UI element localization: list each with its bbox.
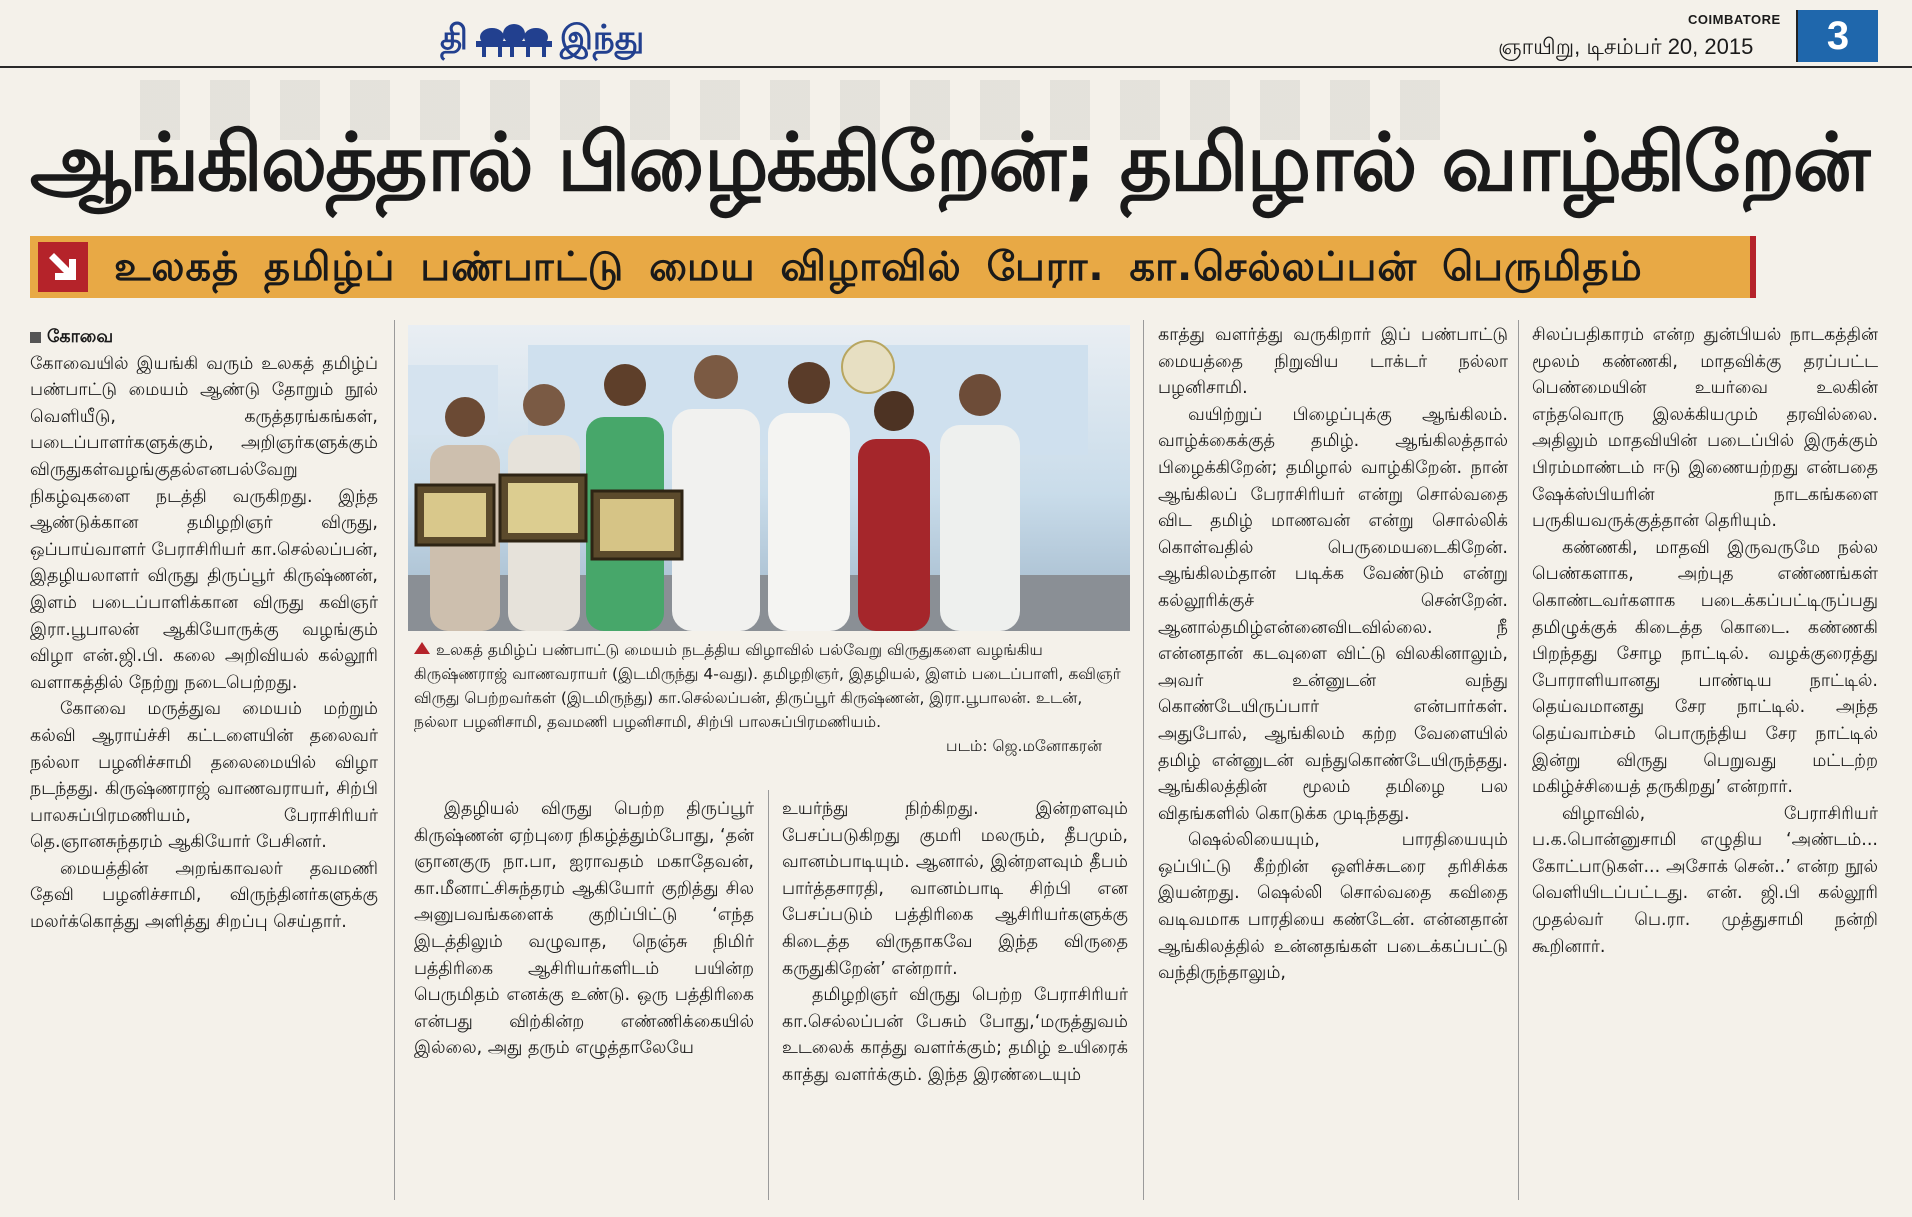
paragraph: விழாவில், பேராசிரியர் ப.க.பொன்னுசாமி எழுதிய ‘அண்டம்... கோட்பாடுகள்... அசோக் சென்..’ என்ற நூல் வெளியிடப்பட்டது. என். ஜி.பி கல்லூரி முதல்வர் பெ.ரா. முத்துசாமி நன்றி கூறினார்.	[1532, 803, 1878, 957]
caption-triangle-icon	[414, 642, 430, 654]
paragraph: கண்ணகி, மாதவி இருவருமே நல்ல பெண்களாக, அற்புத எண்ணங்கள் கொண்டவர்களாக படைக்கப்பட்டிருப்பது தமிழுக்குக் கிடைத்த கொடை. கண்ணகி பிறந்தது சோழ நாட்டில். வழக்குரைத்து போராளியானது பாண்டிய நாட்டில். தெய்வமானது சேர நாட்டில். அந்த தெய்வாம்சம் பொருந்திய சேர நாட்டில் இன்று விருது பெறுவது மட்டற்ற மகிழ்ச்சியைத் தருகிறது’ என்றார்.	[1532, 537, 1878, 798]
newspaper-logo	[440, 18, 644, 62]
article-column-3	[782, 796, 1128, 1089]
headline: ஆங்கிலத்தால் பிழைக்கிறேன்; தமிழால் வாழ்கிறேன்	[30, 116, 1869, 209]
elephant-emblem-icon	[474, 21, 554, 59]
paragraph: காத்து வளர்த்து வருகிறார் இப் பண்பாட்டு மையத்தை நிறுவிய டாக்டர் நல்லா பழனிசாமி.	[1158, 325, 1508, 399]
column-rule	[394, 320, 395, 1200]
paragraph: கோவையில் இயங்கி வரும் உலகத் தமிழ்ப் பண்பாட்டு மையம் ஆண்டு தோறும் நூல் வெளியீடு, கருத்தரங்கங்கள், படைப்பாளர்களுக்கும், அறிஞர்களுக்கும் விருதுகள்வழங்குதல்எனபல்வேறு நிகழ்வுகளை நடத்தி வருகிறது. இந்த ஆண்டுக்கான தமிழறிஞர் விருது, ஒப்பாய்வாளர் பேராசிரியர் கா.செல்லப்பன், இதழியலாளர் விருது திருப்பூர் கிருஷ்ணன், இளம் படைப்பாளிக்கான விருது கவிஞர் இரா.பூபாலன் ஆகியோருக்கு வழங்கும் விழா என்.ஜி.பி. கலை அறிவியல் கல்லூரி வளாகத்தில் நேற்று நடைபெற்றது.	[30, 353, 378, 693]
brand-text-right: இந்து	[559, 18, 645, 58]
brand-text-left: தி	[440, 18, 468, 58]
article-column-2	[414, 796, 754, 1062]
paragraph: வயிற்றுப் பிழைப்புக்கு ஆங்கிலம். வாழ்க்கைக்குத் தமிழ். ஆங்கிலத்தால் பிழைக்கிறேன்; தமிழால் வாழ்கிறேன். நான் ஆங்கிலப் பேராசிரியர் என்று சொல்வதை விட தமிழ் மாணவன் என்று சொல்லிக் கொள்வதில் பெருமையடைகிறேன். ஆங்கிலம்தான் படிக்க வேண்டும் என்று கல்லூரிக்குச் சென்றேன். ஆனால்தமிழ்என்னைவிடவில்லை. நீ என்னதான் கடவுளை விட்டு விலகினாலும், அவர் உன்னுடன் வந்து கொண்டேயிருப்பார் என்பார்கள். அதுபோல், ஆங்கிலம் கற்ற வேளையில் தமிழ் என்னுடன் வந்துகொண்டேயிருந்தது. ஆங்கிலத்தின் மூலம் தமிழை பல விதங்களில் கொடுக்க முடிந்தது.	[1158, 404, 1508, 824]
dateline	[30, 324, 378, 351]
paragraph: உயர்ந்து நிற்கிறது. இன்றளவும் பேசப்படுகிறது குமரி மலரும், தீபமும், வானம்பாடியும். ஆனால், இன்றளவும் தீபம் பார்த்தசாரதி, வானம்பாடி சிற்பி என பேசப்படும் பத்திரிகை ஆசிரியர்களுக்கு கிடைத்த விருதாகவே இந்த விருதை கருதுகிறேன்’ என்றார்.	[782, 799, 1128, 979]
masthead	[0, 0, 1912, 68]
page-number: 3	[1798, 10, 1878, 62]
deck-text: உலகத் தமிழ்ப் பண்பாட்டு மைய விழாவில் பேரா. கா.செல்லப்பன் பெருமிதம்	[114, 244, 1643, 290]
edition-label: COIMBATORE	[1688, 12, 1781, 27]
publication-date: ஞாயிறு, டிசம்பர் 20, 2015	[1498, 34, 1754, 59]
caption-text: உலகத் தமிழ்ப் பண்பாட்டு மையம் நடத்திய விழாவில் பல்வேறு விருதுகளை வழங்கிய கிருஷ்ணராஜ் வாணவராயர் (இடமிருந்து 4-வது). தமிழறிஞர், இதழியல், இளம் படைப்பாளி, கவிஞர் விருது பெற்றவர்கள் (இடமிருந்து) கா.செல்லப்பன், திருப்பூர் கிருஷ்ணன், இரா.பூபாலன். உடன், நல்லா பழனிசாமி, தவமணி பழனிசாமி, சிற்பி பாலசுப்பிரமணியம்.	[414, 641, 1121, 731]
deck-bar	[30, 236, 1750, 298]
event-photo	[408, 325, 1130, 631]
column-rule	[768, 790, 769, 1200]
paragraph: சிலப்பதிகாரம் என்ற துன்பியல் நாடகத்தின் மூலம் கண்ணகி, மாதவிக்கு தரப்பட்ட பெண்மையின் உயர்வை உலகின் எந்தவொரு இலக்கியமும் தரவில்லை. அதிலும் மாதவியின் படைப்பில் இருக்கும் பிரம்மாண்டம் ஈடு இணையற்றது என்பதை ஷேக்ஸ்பியரின் நாடகங்களை பருகியவருக்குத்தான் தெரியும்.	[1532, 325, 1878, 532]
paragraph: ஷெல்லியையும், பாரதியையும் ஒப்பிட்டு கீற்றின் ஒளிச்சுடரை தரிசிக்க இயன்றது. ஷெல்லி சொல்வதை கவிதை வடிவமாக பாரதியை கண்டேன். என்னதான் ஆங்கிலத்தில் உன்னதங்கள் படைக்கப்பட்டு வந்திருந்தாலும்,	[1158, 830, 1508, 984]
column-rule	[1518, 320, 1519, 1200]
article-column-1	[30, 324, 378, 936]
paragraph: இதழியல் விருது பெற்ற திருப்பூர் கிருஷ்ணன் ஏற்புரை நிகழ்த்தும்போது, ‘தன் ஞானகுரு நா.பா, ஐராவதம் மகாதேவன், கா.மீனாட்சிசுந்தரம் ஆகியோர் குறித்து சில அனுபவங்களைக் குறிப்பிட்டு ‘எந்த இடத்திலும் வழுவாத, நெஞ்சு நிமிர் பத்திரிகை ஆசிரியர்களிடம் பயின்ற பெருமிதம் எனக்கு உண்டு. ஒரு பத்திரிகை என்பது விற்கின்ற எண்ணிக்கையில் இல்லை, அது தரும் எழுத்தாலேயே	[414, 799, 754, 1059]
deck-end-mark	[1750, 236, 1756, 298]
dateline-marker	[30, 332, 41, 343]
paragraph: கோவை மருத்துவ மையம் மற்றும் கல்வி ஆராய்ச்சி கட்டளையின் தலைவர் நல்லா பழனிச்சாமி தலைமையில் விழா நடந்தது. கிருஷ்ணராஜ் வாணவராயர், சிற்பி பாலசுப்பிரமணியம், பேராசிரியர் தெ.ஞானசுந்தரம் ஆகியோர் பேசினர்.	[30, 699, 378, 853]
paragraph: மையத்தின் அறங்காவலர் தவமணி தேவி பழனிச்சாமி, விருந்தினர்களுக்கு மலர்க்கொத்து அளித்து சிறப்பு செய்தார்.	[30, 858, 378, 933]
award-ceremony-image	[408, 325, 1130, 631]
photo-credit: படம்: ஜெ.மனோகரன்	[946, 737, 1102, 755]
arrow-down-right-icon	[38, 242, 88, 292]
paragraph: தமிழறிஞர் விருது பெற்ற பேராசிரியர் கா.செல்லப்பன் பேசும் போது,‘மருத்துவம் உடலைக் காத்து வளர்க்கும்; தமிழ் உயிரைக் காத்து வளர்க்கும். இந்த இரண்டையும்	[782, 985, 1128, 1085]
dateline-text: கோவை	[47, 327, 114, 347]
photo-caption	[414, 638, 1126, 758]
column-rule	[1143, 320, 1144, 1200]
article-column-5	[1532, 322, 1878, 960]
article-column-4	[1158, 322, 1508, 987]
